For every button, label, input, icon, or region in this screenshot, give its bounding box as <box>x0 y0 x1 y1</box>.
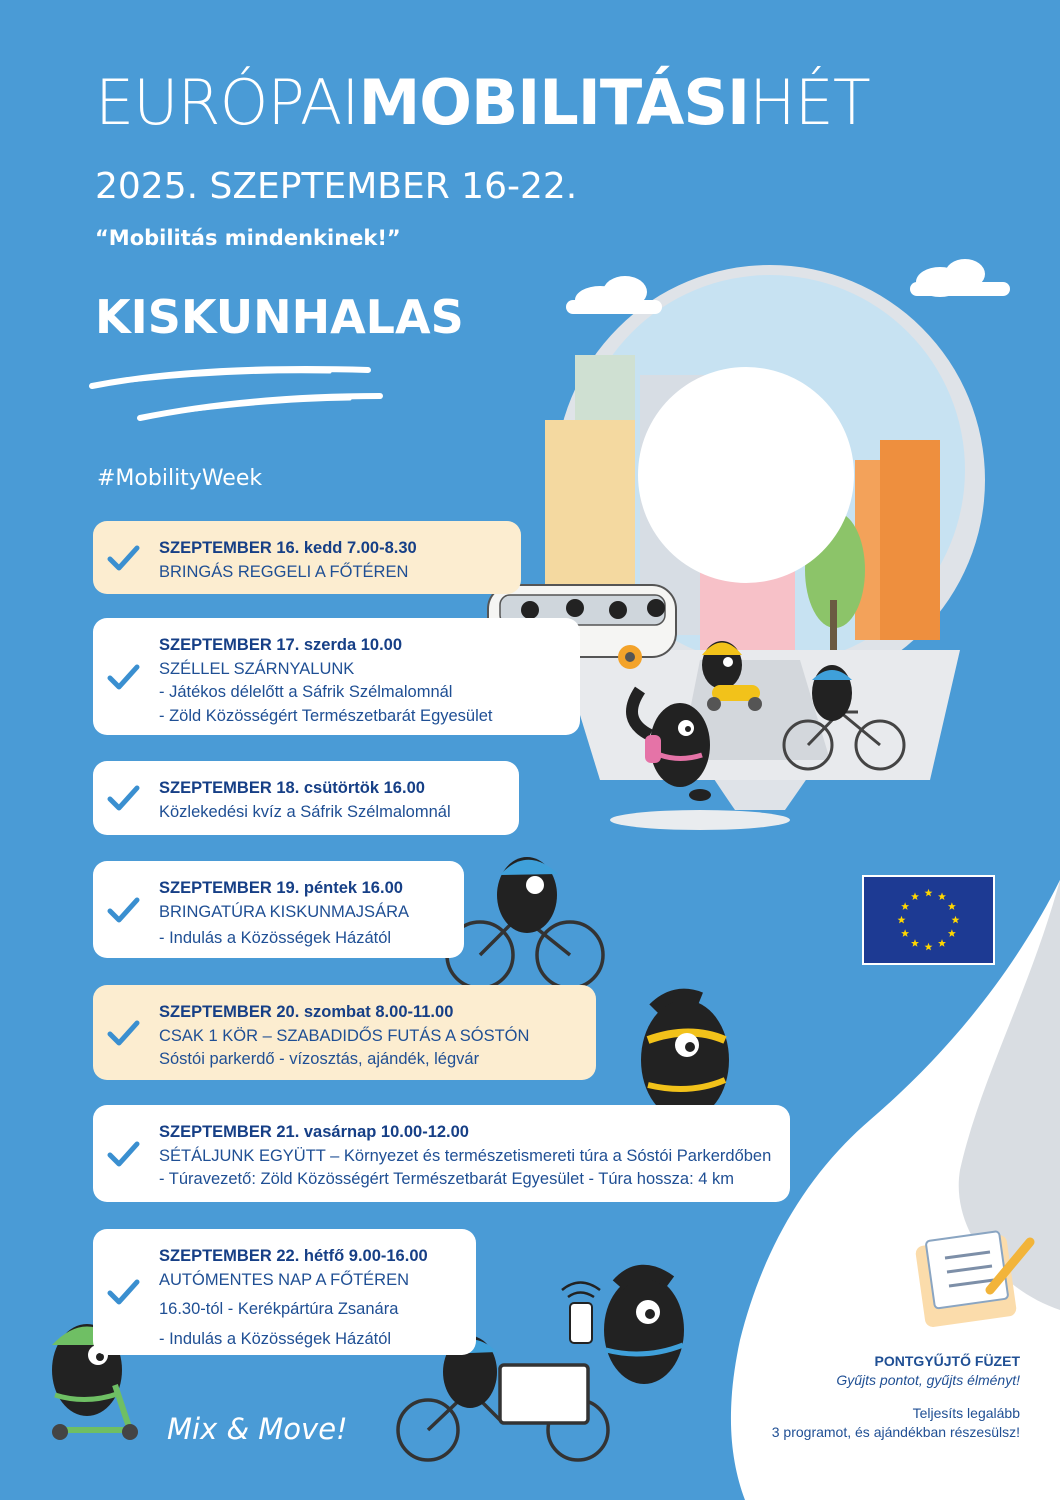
mix-and-move-slogan: Mix & Move! <box>167 1412 348 1446</box>
title-part-europai: EURÓPAI <box>95 66 359 139</box>
cyclist-helmet <box>500 860 558 875</box>
event-line: BRINGÁS REGGELI A FŐTÉREN <box>159 562 409 581</box>
event-dates: 2025. SZEPTEMBER 16-22. <box>95 166 578 207</box>
event-line: BRINGATÚRA KISKUNMAJSÁRA <box>159 902 409 921</box>
title-part-mobilitasi: MOBILITÁSI <box>358 66 750 139</box>
event-date: SZEPTEMBER 16. kedd 7.00-8.30 <box>159 539 417 557</box>
event-line: Közlekedési kvíz a Sáfrik Szélmalomnál <box>159 802 451 821</box>
event-line: SÉTÁLJUNK EGYÜTT – Környezet és természetismereti túra a Sóstói Parkerdőben <box>159 1146 772 1165</box>
event-card <box>93 521 521 594</box>
city-name: KISKUNHALAS <box>95 290 464 344</box>
check-icon <box>105 540 141 576</box>
map-pin-illustration <box>545 265 985 830</box>
event-date: SZEPTEMBER 19. péntek 16.00 <box>159 879 403 897</box>
booklet-title: PONTGYŰJTŐ FÜZET <box>874 1353 1020 1369</box>
check-icon <box>105 1015 141 1051</box>
eu-flag-icon <box>862 875 995 965</box>
cargo-bike-illustration <box>398 1365 608 1460</box>
check-icon <box>105 892 141 928</box>
event-line: - Indulás a Közösségek Házától <box>159 929 392 947</box>
brush-strokes <box>92 369 380 418</box>
event-card <box>93 761 519 835</box>
booklet-subtitle: Gyűjts pontot, gyűjts élményt! <box>836 1372 1020 1388</box>
event-line: - Játékos délelőtt a Sáfrik Szélmalomnál <box>159 683 453 701</box>
event-line: - Zöld Közösségért Természetbarát Egyesület <box>159 706 493 725</box>
page-title <box>95 66 870 139</box>
slogan: “Mobilitás mindenkinek!” <box>95 226 401 250</box>
cyclist-eye <box>526 876 544 894</box>
event-date: SZEPTEMBER 18. csütörtök 16.00 <box>159 779 425 797</box>
event-card <box>93 618 580 735</box>
event-card <box>93 861 464 958</box>
event-line: Sóstói parkerdő - vízosztás, ajándék, légvár <box>159 1050 480 1068</box>
event-line: AUTÓMENTES NAP A FŐTÉREN <box>159 1270 409 1289</box>
title-part-het: HÉT <box>749 66 870 139</box>
booklet-line: Teljesíts legalább <box>912 1405 1020 1421</box>
event-card <box>93 1105 790 1202</box>
booklet-line: 3 programot, és ajándékban részesülsz! <box>771 1424 1020 1440</box>
check-icon <box>105 1136 141 1172</box>
event-card <box>93 1229 476 1355</box>
check-icon <box>105 780 141 816</box>
event-card <box>93 985 596 1080</box>
event-line: CSAK 1 KÖR – SZABADIDŐS FUTÁS A SÓSTÓN <box>159 1026 530 1045</box>
event-date: SZEPTEMBER 22. hétfő 9.00-16.00 <box>159 1247 428 1265</box>
check-icon <box>105 659 141 695</box>
check-icon <box>105 1274 141 1310</box>
event-date: SZEPTEMBER 17. szerda 10.00 <box>159 636 403 654</box>
event-line: - Túravezető: Zöld Közösségért Természetbarát Egyesület - Túra hossza: 4 km <box>159 1170 735 1188</box>
event-date: SZEPTEMBER 20. szombat 8.00-11.00 <box>159 1003 454 1021</box>
event-line: 16.30-tól - Kerékpártúra Zsanára <box>159 1300 399 1318</box>
event-line: SZÉLLEL SZÁRNYALUNK <box>159 659 355 678</box>
event-line: - Indulás a Közösségek Házától <box>159 1329 392 1348</box>
hashtag: #MobilityWeek <box>97 466 263 491</box>
event-date: SZEPTEMBER 21. vasárnap 10.00-12.00 <box>159 1123 469 1141</box>
booklet-info <box>772 1352 1020 1442</box>
